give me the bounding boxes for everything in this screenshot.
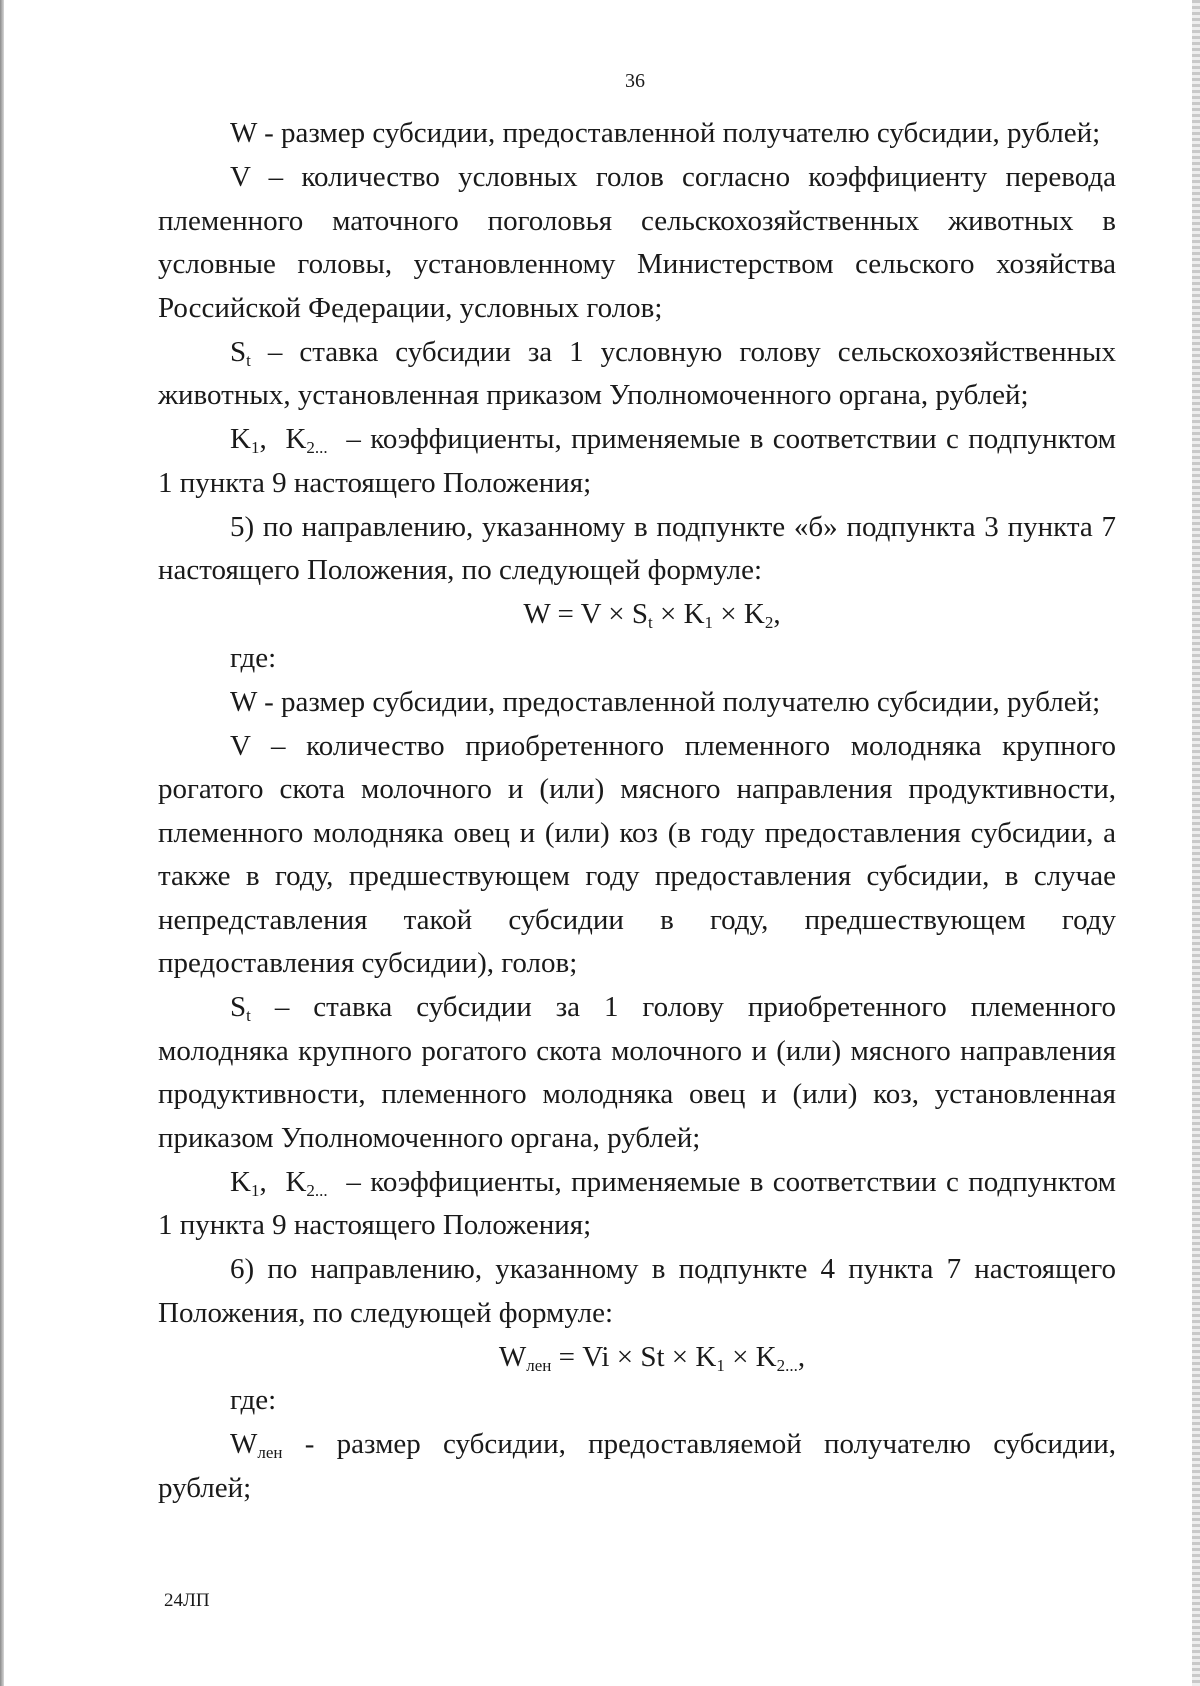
paragraph: $K_1$, $K_{2...}$ – коэффициенты, применяемые в соответствии с подпунктом 1 пункта 9 настоящего Положения; — [158, 423, 1116, 499]
formula: $W = V \times S_t \times K_1 \times K_2$, — [523, 598, 781, 632]
document-body — [158, 112, 1116, 1511]
paragraph: V – количество условных голов согласно коэффициенту перевода племенного маточного поголовья сельскохозяйственных животных в условные головы, установленному Министерством сельского хозяйства Российской Федерации, условных голов; — [158, 161, 1116, 324]
paragraph: где: — [230, 1384, 277, 1416]
paragraph: V – количество приобретенного племенного молодняка крупного рогатого скота молочного и (или) мясного направления продуктивности, племенного молодняка овец и (или) коз (в году предоставления субсидии, а также в году, предшествующем году предоставления субсидии, в случае непредставления такой субсидии в году, предшествующем году предоставления субсидии), голов; — [158, 729, 1116, 979]
scan-right-edge — [1192, 0, 1200, 1686]
formula: $W_{лен} = Vi \times St \times K_1 \times K_{2...}$, — [498, 1340, 806, 1375]
footer-code: 24ЛП — [164, 1590, 210, 1611]
paragraph: $S_t$ – ставка субсидии за 1 условную голову сельскохозяйственных животных, установленная приказом Уполномоченного органа, рублей; — [158, 335, 1116, 411]
paragraph: W - размер субсидии, предоставленной получателю субсидии, рублей; — [230, 117, 1101, 149]
paragraph: где: — [230, 641, 277, 674]
paragraph: 5) по направлению, указанному в подпункте «б» подпункта 3 пункта 7 настоящего Положения, по следующей формуле: — [158, 510, 1116, 586]
page-number: 36 — [625, 70, 645, 92]
paragraph: W - размер субсидии, предоставленной получателю субсидии, рублей; — [230, 685, 1101, 718]
paragraph: $W_{лен}$ - размер субсидии, предоставляемой получателю субсидии, рублей; — [158, 1428, 1116, 1504]
paragraph: 6) по направлению, указанному в подпункте 4 пункта 7 настоящего Положения, по следующей формуле: — [158, 1253, 1116, 1329]
scan-left-edge — [0, 0, 4, 1686]
paragraph: $S_t$ – ставка субсидии за 1 голову приобретенного племенного молодняка крупного рогатого скота молочного и (или) мясного направления продуктивности, племенного молодняка овец и (или) коз, установленная приказом Уполномоченного органа, рублей; — [158, 991, 1116, 1154]
paragraph: $K_1$, $K_{2...}$ – коэффициенты, применяемые в соответствии с подпунктом 1 пункта 9 настоящего Положения; — [158, 1165, 1116, 1241]
